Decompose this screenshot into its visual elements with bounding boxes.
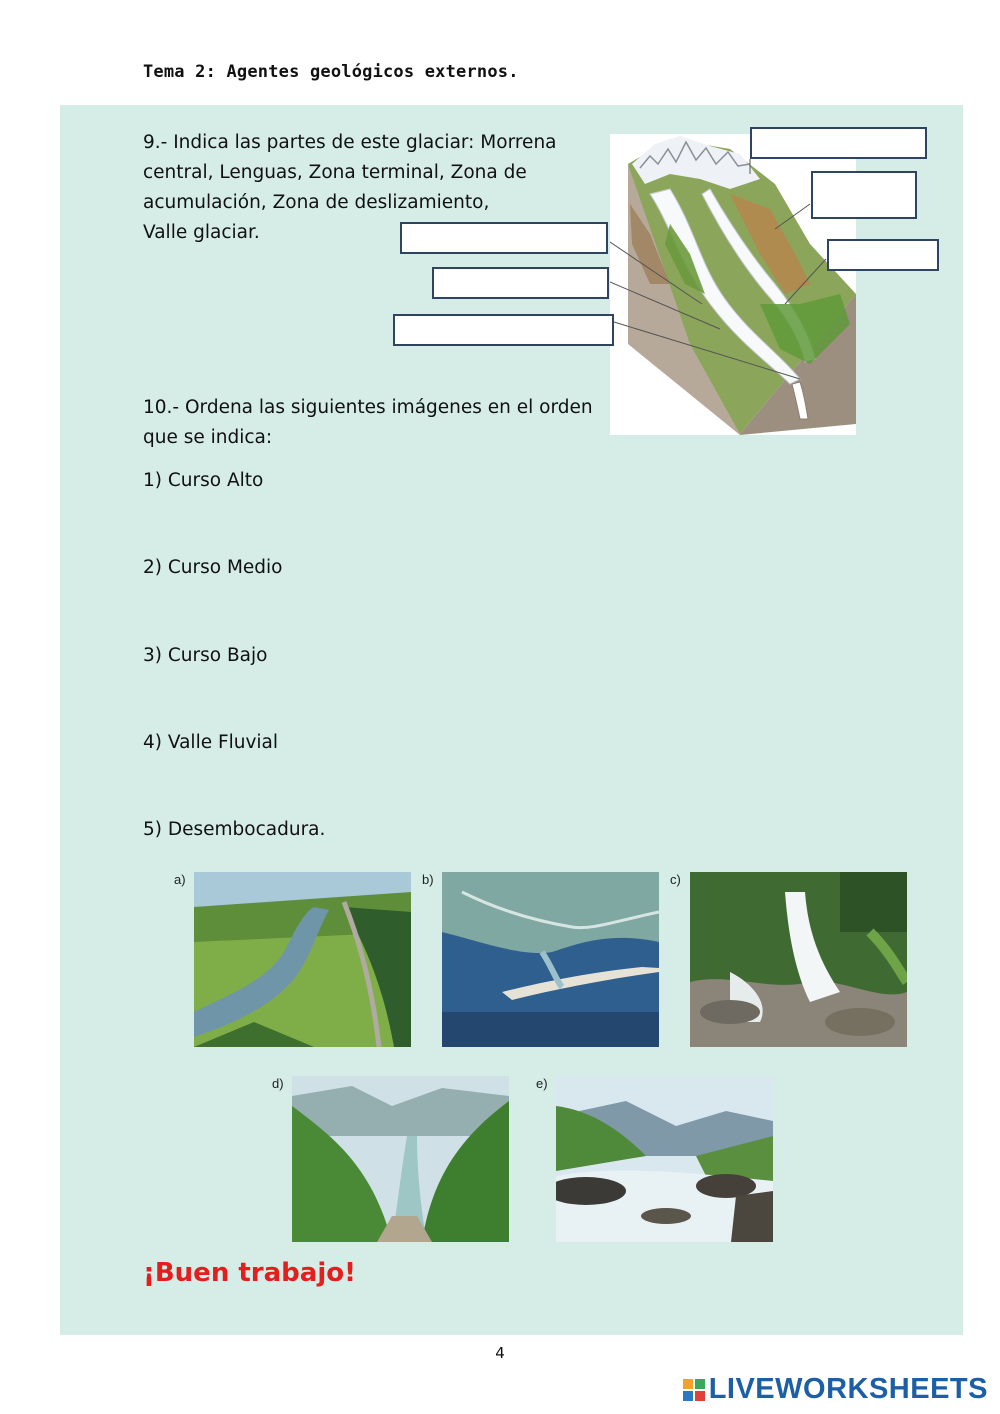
photo-label-b: b) [422,872,434,887]
page-number: 4 [495,1344,505,1362]
question-10 [143,393,613,453]
order-item-2: 2) Curso Medio [143,557,283,578]
brand-grid-icon [683,1379,705,1401]
order-item-5: 5) Desembocadura. [143,819,326,840]
brand-logo [683,1373,988,1406]
glacier-answer-box-4[interactable] [400,222,608,254]
glacier-answer-box-5[interactable] [432,267,609,299]
photo-label-c: c) [670,872,681,887]
q10-line-1: 10.- Ordena las siguientes imágenes en el orden [143,397,593,418]
glacier-answer-box-1[interactable] [750,127,927,159]
brand-name: LIVEWORKSHEETS [708,1373,988,1405]
q9-line-2: central, Lenguas, Zona terminal, Zona de [143,162,527,183]
photo-a-river-valley[interactable] [194,872,411,1047]
q10-line-2: que se indica: [143,427,273,448]
q9-line-3: acumulación, Zona de deslizamiento, [143,192,490,213]
photo-label-d: d) [272,1076,284,1091]
photo-c-waterfall[interactable] [690,872,907,1047]
q9-line-1: 9.- Indica las partes de este glaciar: Morrena [143,132,557,153]
q9-line-4: Valle glaciar. [143,222,260,243]
photo-label-a: a) [174,872,186,887]
photo-e-rapids[interactable] [556,1076,773,1242]
photo-label-e: e) [536,1076,548,1091]
photo-d-gorge[interactable] [292,1076,509,1242]
glacier-answer-box-6[interactable] [393,314,614,346]
glacier-answer-box-3[interactable] [827,239,939,271]
order-item-3: 3) Curso Bajo [143,645,268,666]
photo-b-river-mouth[interactable] [442,872,659,1047]
glacier-answer-box-2[interactable] [811,171,917,219]
order-item-4: 4) Valle Fluvial [143,732,279,753]
praise-message: ¡Buen trabajo! [143,1258,356,1288]
order-item-1: 1) Curso Alto [143,470,264,491]
worksheet-header: Tema 2: Agentes geológicos externos. [143,62,519,82]
